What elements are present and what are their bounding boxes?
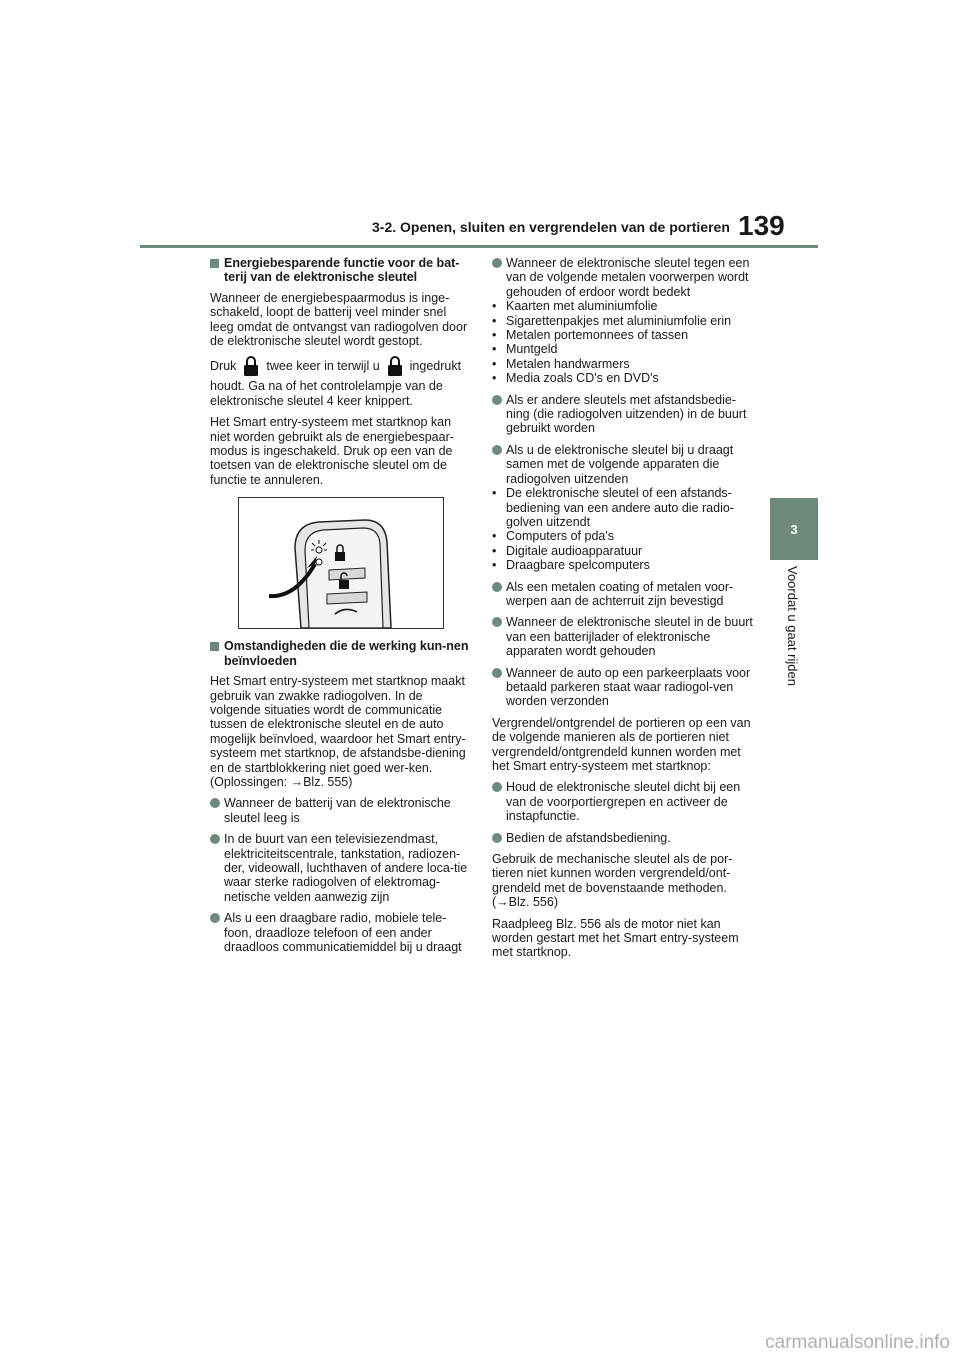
section-heading (210, 256, 472, 285)
druk-line (210, 355, 472, 377)
lock-icon (242, 355, 260, 377)
left-column (210, 256, 472, 961)
right-column (492, 256, 754, 967)
list-item-text: Als er andere sleutels met afstandsbedie-ning (die radiogolven uitzenden) in de buurt gebruikt worden (506, 392, 747, 436)
sub-list-item: • Computers of pda's (492, 529, 614, 544)
circle-bullet-icon (210, 913, 220, 923)
circle-bullet-icon (492, 617, 502, 627)
chapter-tab: 3 (770, 498, 818, 560)
sub-list-item: • Draagbare spelcomputers (492, 558, 650, 573)
list-item (492, 666, 754, 709)
heading-text: Energiebesparende functie voor de bat-terij van de elektronische sleutel (224, 256, 460, 285)
page-number: 139 (738, 210, 785, 241)
circle-bullet-icon (492, 445, 502, 455)
circle-bullet-icon (492, 833, 502, 843)
list-item (492, 780, 754, 823)
list-item (210, 796, 472, 825)
sub-list (492, 486, 754, 572)
list-item-text: Wanneer de elektronische sleutel tegen een van de volgende metalen voorwerpen wordt gehouden of erdoor wordt bedekt (506, 256, 750, 299)
sub-list-item: • Sigarettenpakjes met aluminiumfolie erin (492, 313, 732, 328)
sub-list (492, 299, 754, 385)
circle-bullet-icon (492, 395, 502, 405)
paragraph: houdt. Ga na of het controlelampje van de elektronische sleutel 4 keer knippert. (210, 379, 443, 408)
circle-bullet-icon (492, 258, 502, 268)
circle-bullet-icon (492, 668, 502, 678)
list-item-text: Bedien de afstandsbediening. (506, 830, 671, 845)
paragraph: Wanneer de energiebespaarmodus is inge-schakeld, loopt de batterij veel minder snel leeg omdat de ontvangst van radiogolven door de elektronische sleutel wordt gestopt. (210, 290, 468, 349)
square-bullet-icon (210, 642, 219, 651)
sub-list-item: • Muntgeld (492, 342, 558, 357)
paragraph: Het Smart entry-systeem met startknop kan niet worden gebruikt als de energiebespaar-modus is ingeschakeld. Druk op een van de toetsen van de elektronische sleutel om de functie te annuleren. (210, 415, 454, 487)
chapter-side-label: Voordat u gaat rijden (785, 566, 800, 686)
list-item-text: Wanneer de batterij van de elektronische sleutel leeg is (224, 796, 451, 825)
list-item-text: Als u een draagbare radio, mobiele tele-foon, draadloze telefoon of een ander draadloos communicatiemiddel bij u draagt (224, 911, 462, 954)
square-bullet-icon (210, 259, 219, 268)
circle-bullet-icon (492, 582, 502, 592)
paragraph: Gebruik de mechanische sleutel als de por-tieren niet kunnen worden vergrendeld/ont-grendeld met de bovenstaande methoden. (→Blz. 556) (492, 852, 733, 910)
watermark-link[interactable]: carmanualsonline.info (765, 1332, 950, 1353)
list-item-text: Als u de elektronische sleutel bij u draagt samen met de volgende apparaten die radiogolven uitzenden (506, 442, 734, 486)
circle-bullet-icon (210, 834, 220, 844)
sub-list-item: • Metalen handwarmers (492, 356, 630, 371)
list-item-text: Wanneer de elektronische sleutel in de buurt van een batterijlader of elektronische apparaten wordt gehouden (506, 615, 753, 659)
list-item-text: Houd de elektronische sleutel dicht bij een van de voorportiergrepen en activeer de instapfunctie. (506, 780, 741, 824)
druk-text: Druk (210, 359, 237, 374)
lock-icon (386, 355, 404, 377)
header-rule (140, 245, 818, 248)
section-title: 3-2. Openen, sluiten en vergrendelen van de portieren (372, 219, 730, 235)
paragraph: Raadpleeg Blz. 556 als de motor niet kan worden gestart met het Smart entry-systeem met startknop. (492, 916, 739, 960)
heading-text: Omstandigheden die de werking kun-nen beïnvloeden (224, 639, 469, 668)
list-item (492, 256, 754, 299)
list-item-text: Wanneer de auto op een parkeerplaats voor betaald parkeren staat waar radiogol-ven worden verzonden (506, 665, 751, 709)
list-item (492, 393, 754, 436)
section-heading (210, 639, 472, 668)
list-item (492, 443, 754, 486)
list-item (210, 832, 472, 904)
druk-text-end: ingedrukt (409, 359, 462, 374)
sub-list-item: • Kaarten met aluminiumfolie (492, 299, 658, 314)
druk-text-middle: twee keer in terwijl u (266, 359, 380, 374)
sub-list-item: • Digitale audioapparatuur (492, 543, 643, 558)
sub-list-item: • De elektronische sleutel of een afstands-bediening van een andere auto die radio-golven uitzendt (492, 486, 734, 529)
sub-list-item: • Media zoals CD's en DVD's (492, 371, 659, 386)
list-item-text: In de buurt van een televisiezendmast, elektriciteitscentrale, tankstation, radiozen-der, videowall, luchthaven of andere loca-tie waar sterke radiogolven of elektromag-netische velden aanwezig zijn (224, 832, 468, 904)
list-item-text: Als een metalen coating of metalen voor-werpen aan de achterruit zijn bevestigd (506, 579, 734, 608)
circle-bullet-icon (210, 798, 220, 808)
list-item (492, 580, 754, 609)
key-fob-drawing (239, 498, 443, 628)
paragraph: Het Smart entry-systeem met startknop maakt gebruik van zwakke radiogolven. In de volgende situaties wordt de communicatie tussen de elektronische sleutel en de auto mogelijk beïnvloed, waardoor het Smart entry-systeem met startknop, de afstandsbe-diening en de startblokkering niet goed wer-ken. (Oplossingen: →Blz. 555) (210, 674, 466, 789)
paragraph: Vergrendel/ontgrendel de portieren op een van de volgende manieren als de portieren niet vergrendeld/ontgrendeld kunnen worden met het Smart entry-systeem met startknop: (492, 715, 751, 773)
sub-list-item: • Metalen portemonnees of tassen (492, 328, 689, 343)
list-item (210, 911, 472, 954)
list-item (492, 615, 754, 658)
circle-bullet-icon (492, 782, 502, 792)
list-item (492, 831, 754, 845)
key-fob-illustration (238, 497, 444, 629)
